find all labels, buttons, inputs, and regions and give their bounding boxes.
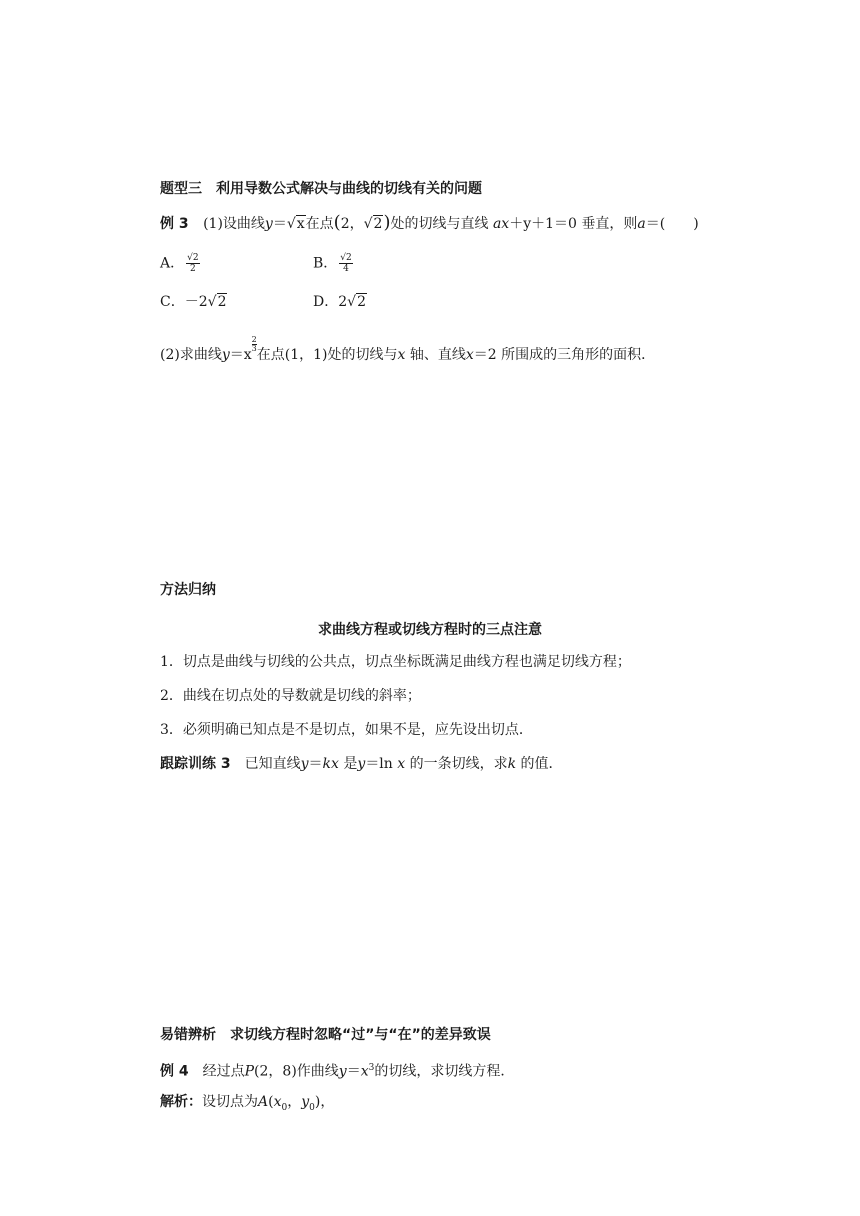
option-c: C．－2√2 (160, 294, 227, 310)
method-subtitle: 求曲线方程或切线方程时的三点注意 (318, 622, 542, 638)
method-item-3: 3．必须明确已知点是不是切点，如果不是，应先设出切点． (160, 722, 533, 738)
option-a: A． $\frac{√2}{2}$ (160, 253, 199, 274)
option-b: B． $\frac{√2}{4}$ (313, 253, 352, 274)
method-item-1: 1．切点是曲线与切线的公共点，切点坐标既满足曲线方程也满足切线方程； (160, 654, 631, 670)
method-title: 方法归纳 (160, 582, 216, 598)
exponent-fraction: $\frac{2}{3}$ (251, 335, 257, 353)
example4-label: 例 4 (160, 1063, 189, 1080)
section-title: 题型三 利用导数公式解决与曲线的切线有关的问题 (160, 181, 482, 197)
sqrt-2: √2 (363, 216, 383, 232)
example4: 例 4 经过点P(2，8)作曲线$y=x^3$的切线，求切线方程． (160, 1063, 515, 1080)
option-d: D．2√2 (313, 294, 366, 310)
option-a-fraction: $\frac{√2}{2}$ (187, 253, 199, 274)
practice3: 跟踪训练 3 已知直线y＝kx 是y＝ln x 的一条切线，求k 的值． (160, 756, 563, 772)
option-b-fraction: $\frac{√2}{4}$ (340, 253, 352, 274)
method-item-2: 2．曲线在切点处的导数就是切线的斜率； (160, 688, 421, 704)
example3-label: 例 3 (160, 216, 189, 232)
mistake-title: 易错辨析 求切线方程时忽略“过”与“在”的差异致误 (160, 1027, 491, 1043)
example3-part1: 例 3 (1)设曲线y＝√x在点(2，√2)处的切线与直线 ax＋y＋1＝0 垂直，则a＝( ) (160, 212, 699, 233)
solution-label: 解析： (160, 1094, 202, 1110)
practice3-label: 跟踪训练 3 (160, 756, 231, 772)
sqrt-x: √x (286, 216, 305, 232)
example3-part2: (2)求曲线y＝x $\frac{2}{3}$ 在点(1，1)处的切线与x 轴、直线x＝2 所围成的三角形的面积． (160, 335, 656, 363)
solution: 解析：设切点为$A(x_0$，$y_0$)， (160, 1094, 335, 1113)
